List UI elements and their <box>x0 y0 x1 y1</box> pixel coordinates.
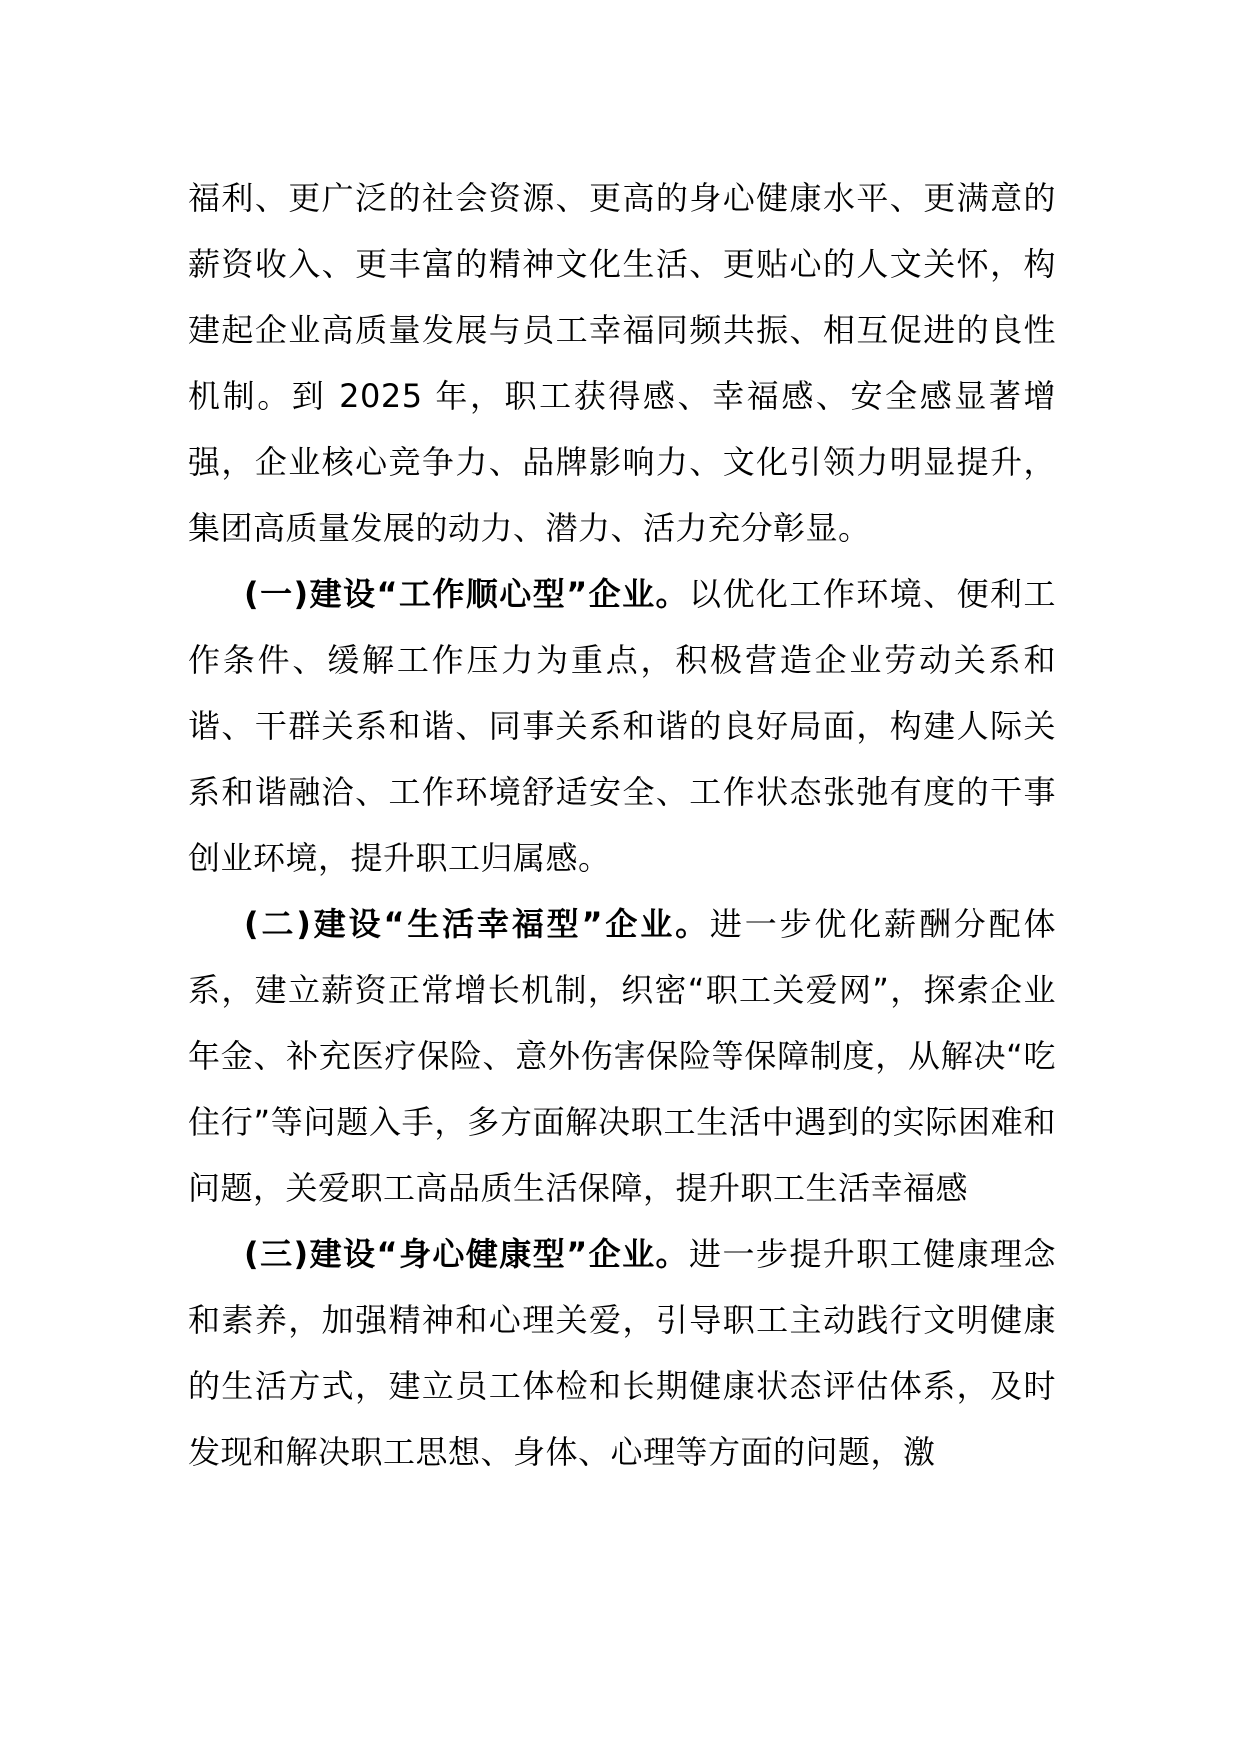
paragraph-section-2 <box>188 891 1056 1221</box>
section-heading-3: (三)建设“身心健康型”企业。 <box>244 1235 690 1273</box>
section-heading-1: (一)建设“工作顺心型”企业。 <box>244 575 690 613</box>
paragraph-section-3 <box>188 1221 1056 1485</box>
document-body <box>188 165 1056 1485</box>
paragraph-text: 进一步提升职工健康理念和素养，加强精神和心理关爱，引导职工主动践行文明健康的生活方式，建立员工体检和长期健康状态评估体系，及时发现和解决职工思想、身体、心理等方面的问题，激 <box>188 1235 1056 1471</box>
paragraph-intro-continued <box>188 165 1056 561</box>
section-heading-2: (二)建设“生活幸福型”企业。 <box>244 905 710 943</box>
paragraph-text: 福利、更广泛的社会资源、更高的身心健康水平、更满意的薪资收入、更丰富的精神文化生活、更贴心的人文关怀，构建起企业高质量发展与员工幸福同频共振、相互促进的良性机制。到 2025 年，职工获得感、幸福感、安全感显著增强，企业核心竞争力、品牌影响力、文化引领力明显提升，集团高质量发展的动力、潜力、活力充分彰显。 <box>188 179 1056 547</box>
paragraph-text: 以优化工作环境、便利工作条件、缓解工作压力为重点，积极营造企业劳动关系和谐、干群关系和谐、同事关系和谐的良好局面，构建人际关系和谐融洽、工作环境舒适安全、工作状态张弛有度的干事创业环境，提升职工归属感。 <box>188 575 1056 877</box>
paragraph-text: 进一步优化薪酬分配体系，建立薪资正常增长机制，织密“职工关爱网”，探索企业年金、补充医疗保险、意外伤害保险等保障制度，从解决“吃住行”等问题入手，多方面解决职工生活中遇到的实际困难和问题，关爱职工高品质生活保障，提升职工生活幸福感 <box>188 905 1056 1207</box>
paragraph-section-1 <box>188 561 1056 891</box>
